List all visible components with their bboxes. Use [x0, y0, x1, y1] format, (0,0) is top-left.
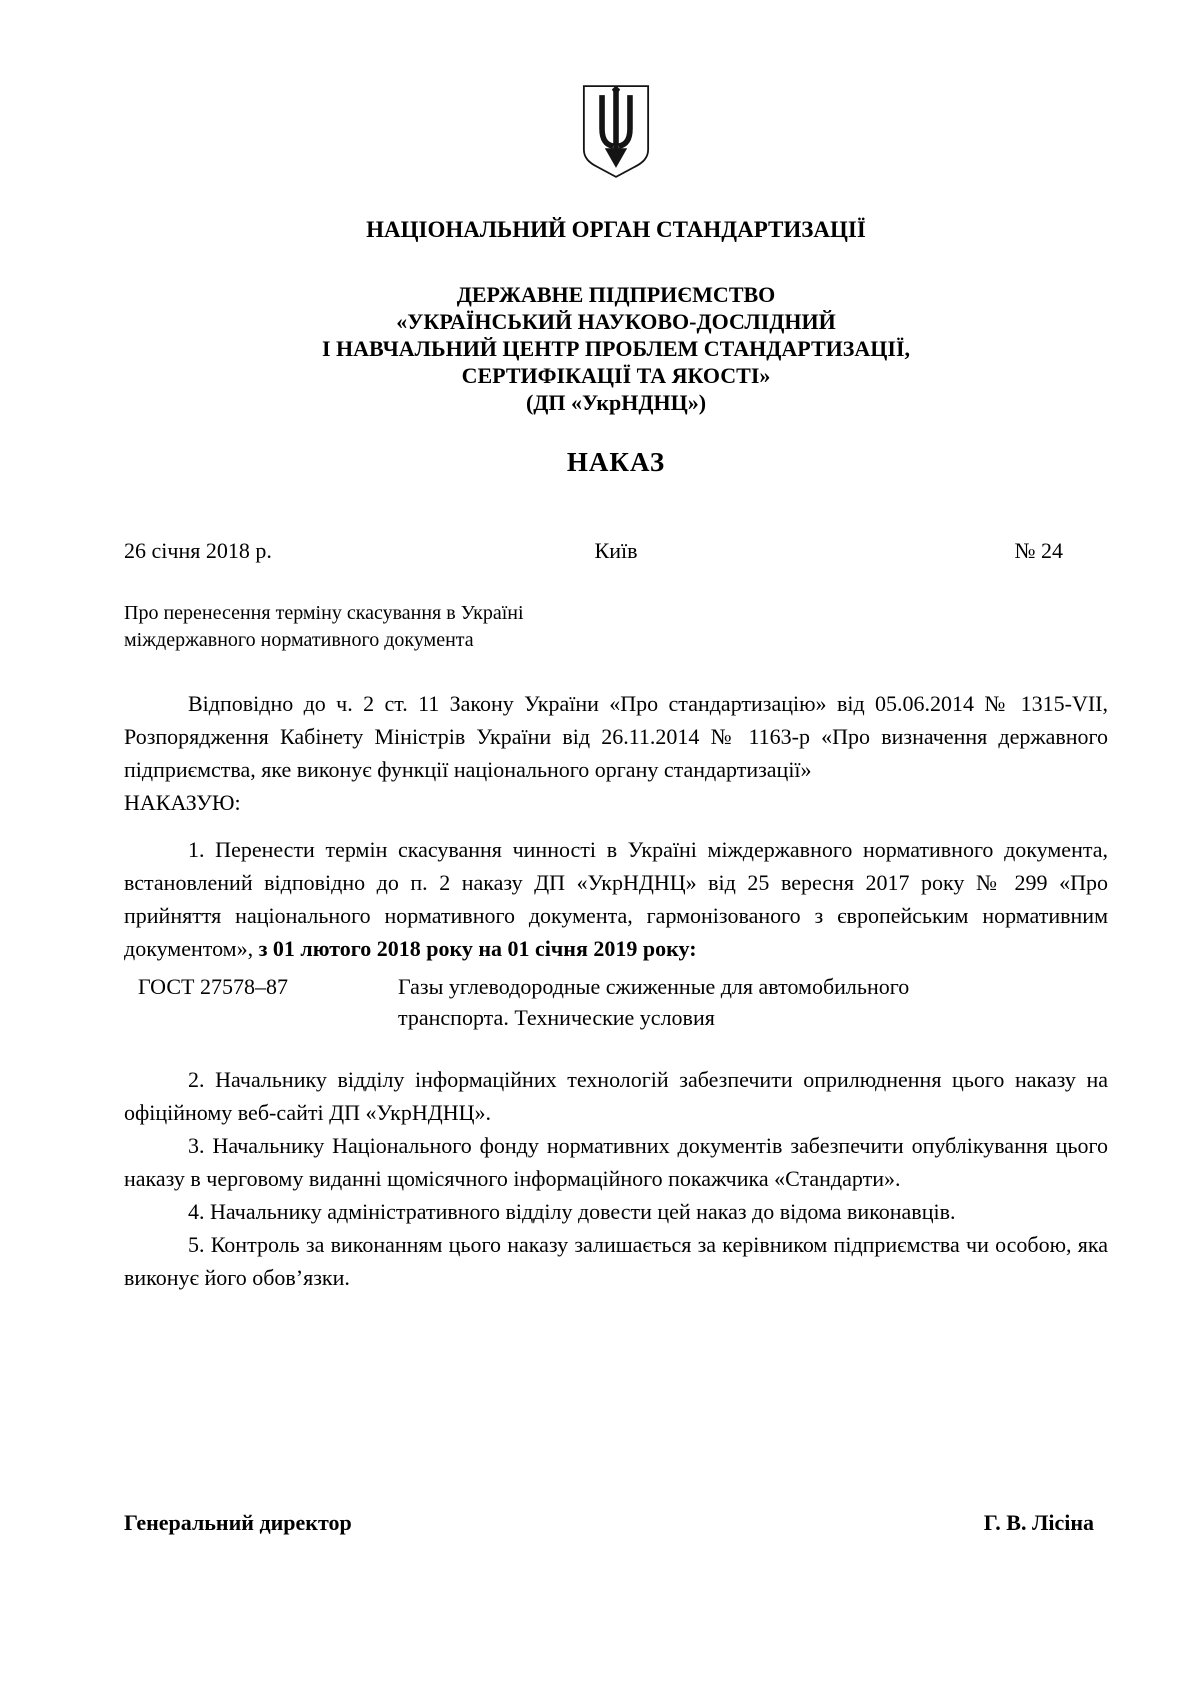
standard-title-line: транспорта. Технические условия: [398, 1005, 715, 1030]
org-name-line: «УКРАЇНСЬКИЙ НАУКОВО-ДОСЛІДНИЙ: [396, 309, 836, 334]
doc-subject: [124, 600, 1108, 654]
doc-city: Київ: [594, 538, 638, 563]
dateline: [124, 534, 1108, 567]
document-content: [0, 84, 1191, 1294]
signature-role: Генеральний директор: [124, 1510, 352, 1535]
order-item-3: 3. Начальнику Національного фонду нормативних документів забезпечити опублікування цього наказу в черговому виданні щомісячного інформаційного покажчика «Стандарти».: [124, 1133, 1108, 1191]
signature-name: Г. В. Лісіна: [983, 1510, 1094, 1535]
standard-code: ГОСТ 27578–87: [138, 974, 288, 999]
doc-type-title: НАКАЗ: [566, 447, 666, 477]
emblem-container: [124, 84, 1108, 184]
org-name-line: СЕРТИФІКАЦІЇ ТА ЯКОСТІ»: [461, 363, 771, 388]
org-name-line: ДЕРЖАВНЕ ПІДПРИЄМСТВО: [456, 282, 776, 307]
order-item-1: [124, 833, 1108, 965]
doc-number: № 24: [1014, 538, 1063, 563]
ukraine-trident-emblem-icon: [581, 84, 651, 179]
intro-paragraph: Відповідно до ч. 2 ст. 11 Закону України «Про стандартизацію» від 05.06.2014 № 1315-VII, Розпорядження Кабінету Міністрів України від 26.11.2014 № 1163-р «Про визначення державного підприємства, яке виконує функції національного органу стандартизації»: [124, 691, 1108, 782]
order-item-2: 2. Начальнику відділу інформаційних технологій забезпечити оприлюднення цього наказу на офіційному веб-сайті ДП «УкрНДНЦ».: [124, 1067, 1108, 1125]
order-word: НАКАЗУЮ:: [124, 790, 241, 815]
doc-body: [124, 687, 1108, 1294]
subject-line: міждержавного нормативного документа: [124, 629, 474, 651]
order-item-1-bold-dates: з 01 лютого 2018 року на 01 січня 2019 року:: [258, 936, 697, 961]
order-item-1-text: 1. Перенести термін скасування чинності в Україні міждержавного нормативного документа, встановлений відповідно до п. 2 наказу ДП «УкрНДНЦ» від 25 вересня 2017 року № 299 «Про прийняття національного нормативного документа, гармонізованого з європейським нормативним документом»,: [124, 837, 1108, 961]
authority-title: НАЦІОНАЛЬНИЙ ОРГАН СТАНДАРТИЗАЦІЇ: [366, 217, 866, 242]
standard-row: [124, 971, 1108, 1033]
order-item-4: 4. Начальнику адміністративного відділу довести цей наказ до відома виконавців.: [188, 1199, 956, 1224]
order-item-5: 5. Контроль за виконанням цього наказу залишається за керівником підприємства чи особою, яка виконує його обов’язки.: [124, 1232, 1108, 1290]
standard-title-line: Газы углеводородные сжиженные для автомобильного: [398, 974, 910, 999]
standard-title: [398, 971, 1108, 1033]
organization-name-block: [124, 281, 1108, 416]
subject-line: Про перенесення терміну скасування в Україні: [124, 602, 524, 624]
signature-row: [124, 1506, 1108, 1539]
doc-date: 26 січня 2018 р.: [124, 538, 272, 563]
org-name-line: І НАВЧАЛЬНИЙ ЦЕНТР ПРОБЛЕМ СТАНДАРТИЗАЦІЇ,: [321, 336, 911, 361]
org-name-line: (ДП «УкрНДНЦ»): [525, 390, 707, 415]
